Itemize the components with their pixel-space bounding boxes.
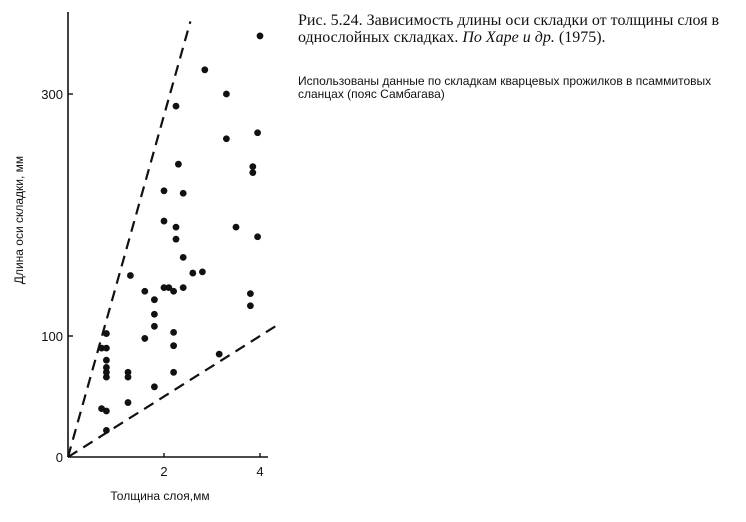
- data-point-40: [223, 91, 230, 98]
- data-point-8: [103, 345, 110, 352]
- data-points: [98, 33, 263, 434]
- data-point-10: [125, 399, 132, 406]
- data-point-2: [98, 405, 105, 412]
- y-axis-label: Длина оси складки, мм: [12, 155, 26, 285]
- data-point-37: [201, 66, 208, 73]
- y-tick-label-100: 100: [41, 329, 63, 344]
- data-point-34: [180, 190, 187, 197]
- caption-source: По Харе и др.: [462, 29, 555, 46]
- data-point-17: [151, 323, 158, 330]
- data-point-16: [151, 383, 158, 390]
- data-point-22: [161, 187, 168, 194]
- data-point-46: [254, 233, 261, 240]
- x-axis-label: Толщина слоя,мм: [110, 489, 210, 503]
- data-point-12: [125, 369, 132, 376]
- data-point-35: [189, 270, 196, 277]
- y-tick-label-0: 0: [55, 450, 63, 465]
- data-point-19: [151, 296, 158, 303]
- data-point-6: [103, 357, 110, 364]
- x-tick-label-4: 4: [256, 464, 264, 479]
- data-point-15: [141, 288, 148, 295]
- bound-line-upper: [68, 21, 190, 457]
- data-point-29: [173, 224, 180, 231]
- data-point-26: [170, 329, 177, 336]
- data-point-28: [173, 236, 180, 243]
- figure-note: Использованы данные по складкам кварцевых прожилков в псаммитовых сланцах (пояс Самбагава): [298, 74, 712, 101]
- data-point-5: [103, 364, 110, 371]
- data-point-14: [141, 335, 148, 342]
- data-point-13: [127, 272, 134, 279]
- data-point-36: [199, 268, 206, 275]
- data-point-32: [180, 284, 187, 291]
- y-tick-label-300: 300: [41, 87, 63, 102]
- caption-year: (1975).: [558, 29, 606, 46]
- data-point-30: [173, 103, 180, 110]
- data-point-48: [257, 33, 264, 40]
- figure-caption: [298, 12, 742, 46]
- data-point-38: [216, 351, 223, 358]
- data-point-31: [175, 161, 182, 168]
- data-point-44: [249, 169, 256, 176]
- data-point-45: [249, 163, 256, 170]
- axis-ticks: [41, 87, 263, 479]
- data-point-33: [180, 254, 187, 261]
- data-point-47: [254, 129, 261, 136]
- x-tick-label-2: 2: [160, 464, 168, 479]
- data-point-27: [170, 288, 177, 295]
- data-point-24: [170, 369, 177, 376]
- data-point-39: [223, 135, 230, 142]
- data-point-25: [170, 342, 177, 349]
- caption-lead: Рис. 5.24. Зависимость длины оси складки от толщины слоя в однослойных складках.: [298, 12, 720, 46]
- data-point-21: [161, 218, 168, 225]
- data-point-18: [151, 311, 158, 318]
- data-point-0: [103, 427, 110, 434]
- data-point-42: [247, 302, 254, 309]
- data-point-41: [233, 224, 240, 231]
- data-point-9: [103, 330, 110, 337]
- data-point-43: [247, 290, 254, 297]
